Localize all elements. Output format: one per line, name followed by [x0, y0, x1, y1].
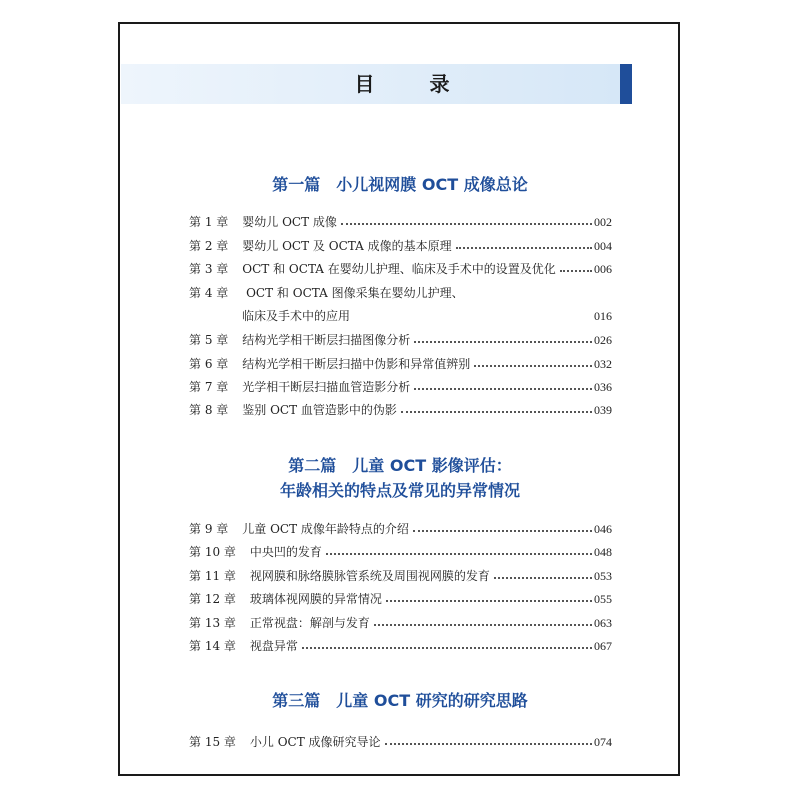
toc-entry-ch4[interactable]	[189, 283, 612, 303]
page-number: 036	[594, 380, 612, 394]
chapter-number: 第 7 章	[189, 380, 229, 394]
chapter-title: 鉴别 OCT 血管造影中的伪影	[242, 403, 397, 417]
part-heading-3	[160, 690, 640, 712]
chapter-title: OCT 和 OCTA 在婴幼儿护理、临床及手术中的设置及优化	[242, 262, 556, 276]
chapter-number: 第 14 章	[189, 639, 236, 653]
chapter-title: 中央凹的发育	[249, 545, 322, 559]
toc-entry-ch9[interactable]	[189, 519, 612, 539]
chapter-title-continued: 临床及手术中的应用	[242, 309, 351, 323]
chapter-number: 第 4 章	[189, 286, 229, 300]
page-number: 063	[594, 616, 612, 630]
chapter-title: 儿童 OCT 成像年龄特点的介绍	[242, 522, 409, 536]
toc-entry-ch1[interactable]	[189, 212, 612, 232]
page-number: 055	[594, 592, 612, 606]
chapter-title: 结构光学相干断层扫描图像分析	[242, 333, 411, 347]
toc-entry-ch3[interactable]	[189, 259, 612, 279]
page-number: 046	[594, 522, 612, 536]
chapter-number: 第 8 章	[189, 403, 229, 417]
chapter-number: 第 11 章	[189, 569, 236, 583]
chapter-title: 婴幼儿 OCT 成像	[242, 215, 337, 229]
page-number: 006	[594, 262, 612, 276]
page-number: 067	[594, 639, 612, 653]
page-number: 002	[594, 215, 612, 229]
toc-entry-ch12[interactable]	[189, 589, 612, 609]
dot-leader	[302, 646, 592, 649]
toc-entry-ch14[interactable]	[189, 636, 612, 656]
chapter-title: 光学相干断层扫描血管造影分析	[242, 380, 411, 394]
dot-leader	[354, 316, 592, 319]
part-heading-line: 第一篇 小儿视网膜 OCT 成像总论	[272, 175, 528, 194]
part-heading-line: 第三篇 儿童 OCT 研究的研究思路	[272, 691, 528, 710]
toc-entry-ch5[interactable]	[189, 330, 612, 350]
part-heading-2	[160, 455, 640, 502]
dot-leader	[413, 529, 592, 532]
dot-leader	[401, 410, 592, 413]
page-title: 目 录	[354, 72, 474, 96]
page-number: 053	[594, 569, 612, 583]
dot-leader	[341, 222, 592, 225]
dot-leader	[456, 246, 592, 249]
part-heading-1	[160, 174, 640, 196]
page-number: 039	[594, 403, 612, 417]
part-heading-line: 第二篇 儿童 OCT 影像评估：	[288, 456, 512, 475]
page-number: 074	[594, 735, 612, 749]
chapter-title: 结构光学相干断层扫描中伪影和异常值辨别	[242, 357, 471, 371]
dot-leader	[474, 364, 592, 367]
chapter-number: 第 1 章	[189, 215, 229, 229]
page-number: 026	[594, 333, 612, 347]
chapter-title: 小儿 OCT 成像研究导论	[249, 735, 381, 749]
chapter-number: 第 6 章	[189, 357, 229, 371]
chapter-number: 第 9 章	[189, 522, 229, 536]
dot-leader	[494, 576, 592, 579]
chapter-title: 正常视盘：解剖与发育	[249, 616, 370, 630]
page-number: 004	[594, 239, 612, 253]
dot-leader	[560, 269, 592, 272]
chapter-number: 第 12 章	[189, 592, 236, 606]
chapter-number: 第 15 章	[189, 735, 236, 749]
toc-entry-ch10[interactable]	[189, 542, 612, 562]
page-frame	[118, 22, 680, 776]
toc-entry-ch4-continued[interactable]	[242, 306, 612, 326]
chapter-title: 婴幼儿 OCT 及 OCTA 成像的基本原理	[242, 239, 452, 253]
dot-leader	[385, 742, 592, 745]
toc-entry-ch6[interactable]	[189, 354, 612, 374]
chapter-title: 玻璃体视网膜的异常情况	[249, 592, 382, 606]
dot-leader	[386, 599, 592, 602]
chapter-title: 视盘异常	[249, 639, 298, 653]
page-number: 016	[594, 309, 612, 323]
toc-entry-ch15[interactable]	[189, 732, 612, 752]
toc-entry-ch13[interactable]	[189, 613, 612, 633]
toc-entry-ch8[interactable]	[189, 400, 612, 420]
dot-leader	[374, 623, 592, 626]
chapter-number: 第 10 章	[189, 545, 236, 559]
chapter-title: 视网膜和脉络膜脉管系统及周围视网膜的发育	[249, 569, 490, 583]
dot-leader	[414, 387, 592, 390]
page-number: 032	[594, 357, 612, 371]
toc-entry-ch11[interactable]	[189, 566, 612, 586]
chapter-title: OCT 和 OCTA 图像采集在婴幼儿护理、	[246, 286, 464, 300]
dot-leader	[414, 340, 592, 343]
chapter-number: 第 3 章	[189, 262, 229, 276]
chapter-number: 第 13 章	[189, 616, 236, 630]
chapter-number: 第 5 章	[189, 333, 229, 347]
dot-leader	[326, 552, 592, 555]
toc-entry-ch7[interactable]	[189, 377, 612, 397]
chapter-number: 第 2 章	[189, 239, 229, 253]
toc-entry-ch2[interactable]	[189, 236, 612, 256]
part-heading-line: 年龄相关的特点及常见的异常情况	[279, 481, 520, 500]
page-number: 048	[594, 545, 612, 559]
